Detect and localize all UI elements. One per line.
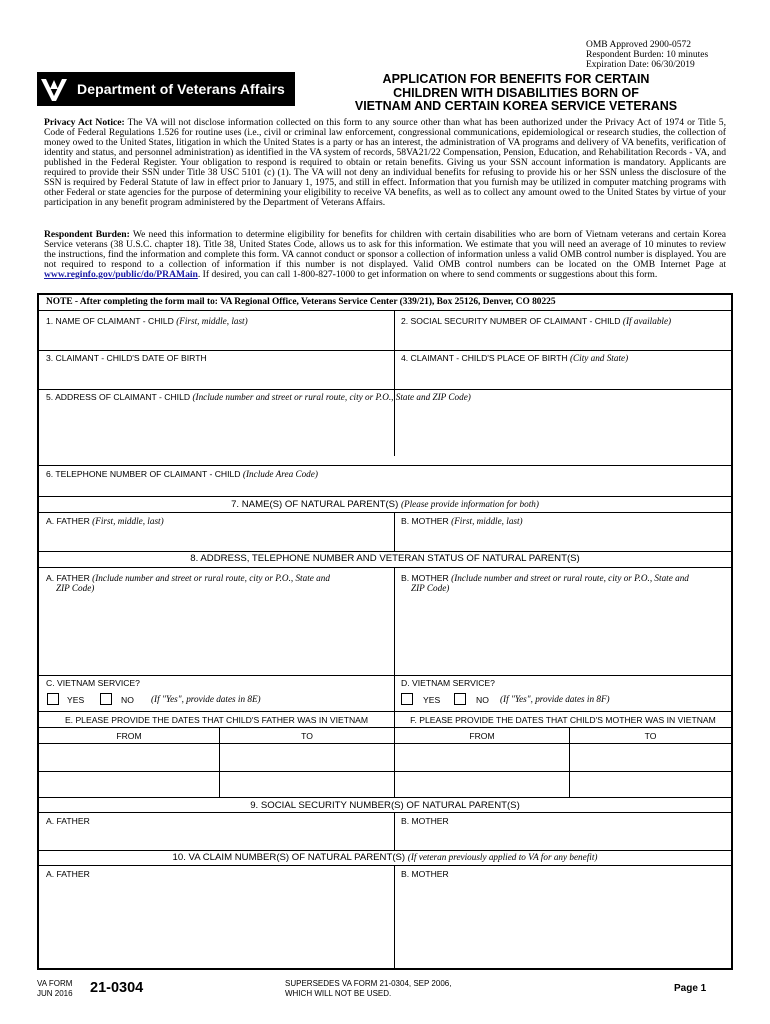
- mother-vietnam-label: D. VIETNAM SERVICE?: [401, 678, 495, 688]
- section-9-title: 9. SOCIAL SECURITY NUMBER(S) OF NATURAL PARENT(S): [250, 800, 520, 811]
- field-6-label: 6. TELEPHONE NUMBER OF CLAIMANT - CHILD (Include Area Code): [46, 469, 318, 479]
- mother-to-header: TO: [644, 731, 657, 741]
- mother-name-input[interactable]: [397, 528, 729, 548]
- form-date: JUN 2016: [37, 988, 73, 998]
- field-1-label: 1. NAME OF CLAIMANT - CHILD (First, middle, last): [46, 316, 248, 326]
- form-title-line1: APPLICATION FOR BENEFITS FOR CERTAIN: [382, 72, 650, 86]
- father-ssn-label: A. FATHER: [46, 816, 90, 826]
- section-8-title: 8. ADDRESS, TELEPHONE NUMBER AND VETERAN STATUS OF NATURAL PARENT(S): [190, 553, 580, 564]
- claimant-name-input[interactable]: [41, 329, 391, 347]
- father-address-label: A. FATHER (Include number and street or rural route, city or P.O., State and ZIP Code): [46, 573, 330, 593]
- expiration-date: Expiration Date: 06/30/2019: [586, 60, 695, 70]
- father-yes-label: YES: [67, 695, 85, 705]
- mother-vietnam-no-checkbox[interactable]: [454, 693, 466, 705]
- mother-from-input-2[interactable]: [397, 773, 567, 795]
- mother-address-input[interactable]: [397, 597, 729, 671]
- father-to-input-2[interactable]: [221, 773, 392, 795]
- omb-approved: OMB Approved 2900-0572: [586, 40, 692, 50]
- form-title-line3: VIETNAM AND CERTAIN KOREA SERVICE VETERANS: [354, 99, 678, 114]
- father-vietnam-hint: (If "Yes", provide dates in 8E): [151, 694, 261, 704]
- mother-name-label: B. MOTHER (First, middle, last): [401, 516, 523, 526]
- privacy-body: The VA will not disclose information collected on this form to any source other than what has been authorized under the Privacy Act of 1974 or Title 5, Code of Federal Regulations 1.526 for routine uses (i.e., civil or criminal law enforcement, congressional communications, epidemiological or research studies, the collection of money owed to the United States, litigation in which the United States is a party or has an interest, the administration of VA programs and delivery of VA benefits, verification of identity and status, and personnel administration) as identified in the VA system of records, 58VA21/22 Compensation, Pension, Education, and Rehabilitation Records - VA, and published in the Federal Register. Your obligation to respond is required to obtain or retain benefits. Giving us your SSN account information is mandatory. Applicants are required to provide their SSN under Title 38 USC 5101 (c) (1). The VA will not deny an individual benefits for refusing to provide his or her SSN unless the disclosure of the SSN is required by Federal Statute of law in effect prior to January 1, 1975, and still in effect. Information that you furnish may be utilized in computer matching programs with other Federal or state agencies for the purpose of determining your eligibility to receive VA benefits, as well as to collect any amount owed to the United States by virtue of your participation in any benefit program administered by the Department of Veterans Affairs.: [44, 117, 726, 208]
- form-title: [300, 73, 732, 114]
- claimant-ssn-input[interactable]: [397, 329, 729, 347]
- supersedes-note: SUPERSEDES VA FORM 21-0304, SEP 2006, WHICH WILL NOT BE USED.: [285, 979, 452, 998]
- father-to-input-1[interactable]: [221, 745, 392, 769]
- father-vietnam-label: C. VIETNAM SERVICE?: [46, 678, 140, 688]
- burden-body-after: . If desired, you can call 1-800-827-1000 to get information on where to send comments or suggestions about this form.: [197, 268, 658, 280]
- claimant-birthplace-input[interactable]: [397, 365, 729, 387]
- mother-ssn-input[interactable]: [397, 828, 729, 848]
- mother-from-header: FROM: [469, 731, 495, 741]
- father-ssn-input[interactable]: [41, 828, 391, 848]
- burden-heading: Respondent Burden:: [44, 229, 130, 240]
- section-7-title: 7. NAME(S) OF NATURAL PARENT(S) (Please provide information for both): [231, 499, 539, 510]
- agency-banner: [37, 72, 295, 106]
- va-seal-icon: [37, 72, 71, 106]
- father-claim-input[interactable]: [41, 881, 391, 965]
- form-title-line2: CHILDREN WITH DISABILITIES BORN OF: [393, 85, 639, 100]
- mother-ssn-label: B. MOTHER: [401, 816, 449, 826]
- privacy-act-notice: [44, 118, 726, 208]
- father-from-input-2[interactable]: [41, 773, 217, 795]
- father-vietnam-no-checkbox[interactable]: [100, 693, 112, 705]
- claimant-dob-input[interactable]: [41, 365, 391, 387]
- field-5-label: 5. ADDRESS OF CLAIMANT - CHILD (Include number and street or rural route, city or P.O., State and ZIP Code): [46, 392, 471, 402]
- mother-from-input-1[interactable]: [397, 745, 567, 769]
- form-body: [37, 293, 733, 970]
- father-address-input[interactable]: [41, 597, 391, 671]
- pramain-link[interactable]: www.reginfo.gov/public/do/PRAMain: [44, 268, 198, 280]
- mother-vietnam-yes-checkbox[interactable]: [401, 693, 413, 705]
- field-4-label: 4. CLAIMANT - CHILD'S PLACE OF BIRTH (City and State): [401, 353, 629, 363]
- mother-claim-input[interactable]: [397, 881, 729, 965]
- omb-info: [586, 40, 708, 70]
- father-claim-label: A. FATHER: [46, 869, 90, 879]
- claimant-address-input[interactable]: [41, 405, 729, 461]
- mother-to-input-2[interactable]: [571, 773, 729, 795]
- father-vietnam-yes-checkbox[interactable]: [47, 693, 59, 705]
- field-2-label: 2. SOCIAL SECURITY NUMBER OF CLAIMANT - CHILD (If available): [401, 316, 672, 326]
- father-dates-label: E. PLEASE PROVIDE THE DATES THAT CHILD'S FATHER WAS IN VIETNAM: [64, 715, 369, 725]
- mother-to-input-1[interactable]: [571, 745, 729, 769]
- burden-body: We need this information to determine eligibility for benefits for children with certain disabilities who are born of Vietnam veterans and certain Korea Service veterans (38 U.S.C. chapter 18). Title 38, United States Code, allows us to ask for this information. We estimate that you will need an average of 10 minutes to review the instructions, find the information and complete this form. VA cannot conduct or sponsor a collection of information unless a valid OMB control number is displayed. You are not required to respond to a collection of information if this number is not displayed. Valid OMB control numbers can be located on the OMB Internet Page at: [44, 229, 726, 270]
- father-from-input-1[interactable]: [41, 745, 217, 769]
- mother-yes-label: YES: [423, 695, 441, 705]
- agency-name: Department of Veterans Affairs: [77, 81, 285, 97]
- father-name-label: A. FATHER (First, middle, last): [46, 516, 164, 526]
- respondent-burden: Respondent Burden: 10 minutes: [586, 50, 709, 60]
- section-10-title: 10. VA CLAIM NUMBER(S) OF NATURAL PARENT(S) (If veteran previously applied to VA for any benefit): [172, 852, 598, 863]
- privacy-heading: Privacy Act Notice:: [44, 117, 125, 128]
- va-form-word: VA FORM: [37, 979, 73, 988]
- claimant-phone-input[interactable]: [41, 481, 729, 495]
- mother-address-label: B. MOTHER (Include number and street or rural route, city or P.O., State and ZIP Code): [401, 573, 689, 593]
- field-3-label: 3. CLAIMANT - CHILD'S DATE OF BIRTH: [46, 353, 207, 363]
- form-number: 21-0304: [90, 980, 144, 996]
- form-id-block: [37, 979, 73, 998]
- father-to-header: TO: [301, 731, 313, 741]
- mother-vietnam-hint: (If "Yes", provide dates in 8F): [500, 694, 610, 704]
- mother-dates-label: F. PLEASE PROVIDE THE DATES THAT CHILD'S MOTHER WAS IN VIETNAM: [410, 715, 716, 725]
- father-from-header: FROM: [116, 731, 142, 741]
- father-no-label: NO: [121, 695, 134, 705]
- mother-no-label: NO: [476, 695, 489, 705]
- mother-claim-label: B. MOTHER: [401, 869, 449, 879]
- mailing-note: NOTE - After completing the form mail to: VA Regional Office, Veterans Service Center (339/21), Box 25126, Denver, CO 80225: [46, 297, 556, 307]
- respondent-burden-notice: [44, 230, 726, 280]
- page-number: Page 1: [674, 983, 707, 994]
- father-name-input[interactable]: [41, 528, 391, 548]
